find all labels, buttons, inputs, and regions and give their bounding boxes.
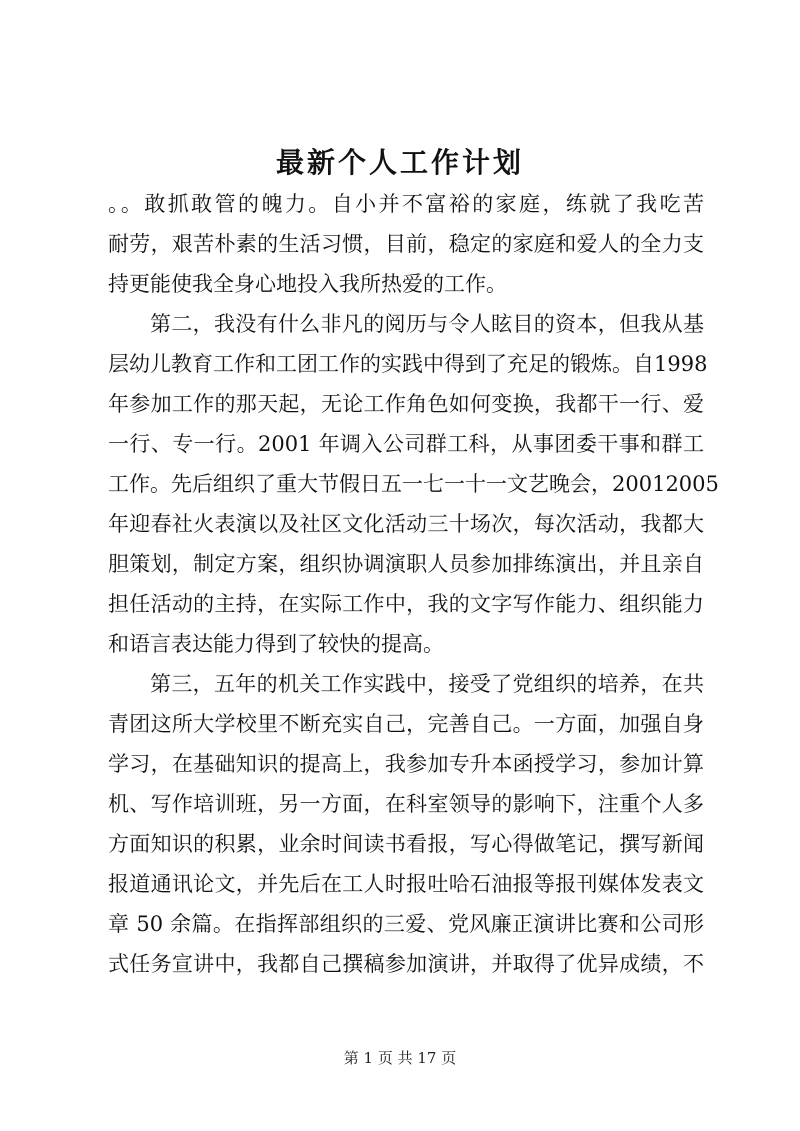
- paragraph-2-line-9: 和语言表达能力得到了较快的提高。: [108, 632, 444, 656]
- paragraph-3-line-7: 章 50 余篇。在指挥部组织的三爱、党风廉正演讲比赛和公司形: [108, 912, 704, 936]
- paragraph-3-line-2: 青团这所大学校里不断充实自己，完善自己。一方面，加强自身: [108, 712, 704, 736]
- paragraph-3-line-8: 式任务宣讲中，我都自己撰稿参加演讲，并取得了优异成绩，不: [108, 952, 704, 976]
- paragraph-1-line-1: 。。敢抓敢管的魄力。自小并不富裕的家庭，练就了我吃苦: [108, 192, 704, 216]
- paragraph-1-line-3: 持更能使我全身心地投入我所热爱的工作。: [108, 272, 507, 296]
- paragraph-1-line-2: 耐劳，艰苦朴素的生活习惯，目前，稳定的家庭和爱人的全力支: [108, 232, 704, 256]
- paragraph-2-line-8: 担任活动的主持，在实际工作中，我的文字写作能力、组织能力: [108, 592, 704, 616]
- paragraph-2-line-5: 工作。先后组织了重大节假日五一七一十一文艺晚会，20012005: [108, 472, 719, 496]
- paragraph-3-line-6: 报道通讯论文，并先后在工人时报吐哈石油报等报刊媒体发表文: [108, 872, 704, 896]
- paragraph-3-line-1: 第三，五年的机关工作实践中，接受了党组织的培养，在共: [150, 672, 704, 696]
- paragraph-2-line-1: 第二，我没有什么非凡的阅历与令人眩目的资本，但我从基: [150, 312, 704, 336]
- paragraph-3-line-3: 学习，在基础知识的提高上，我参加专升本函授学习，参加计算: [108, 752, 704, 776]
- document-body: [108, 184, 719, 984]
- paragraph-2-line-7: 胆策划，制定方案，组织协调演职人员参加排练演出，并且亲自: [108, 552, 704, 576]
- page-footer: 第 1 页 共 17 页: [343, 1049, 457, 1067]
- paragraph-3-line-4: 机、写作培训班，另一方面，在科室领导的影响下，注重个人多: [108, 792, 704, 816]
- paragraph-2-line-3: 年参加工作的那天起，无论工作角色如何变换，我都干一行、爱: [108, 392, 704, 416]
- paragraph-2-line-6: 年迎春社火表演以及社区文化活动三十场次，每次活动，我都大: [108, 512, 704, 536]
- paragraph-2-line-4: 一行、专一行。2001 年调入公司群工科，从事团委干事和群工: [108, 432, 704, 456]
- page-title: 最新个人工作计划: [275, 146, 524, 179]
- paragraph-3-line-5: 方面知识的积累，业余时间读书看报，写心得做笔记，撰写新闻: [108, 832, 704, 856]
- paragraph-2-line-2: 层幼儿教育工作和工团工作的实践中得到了充足的锻炼。自1998: [108, 352, 708, 376]
